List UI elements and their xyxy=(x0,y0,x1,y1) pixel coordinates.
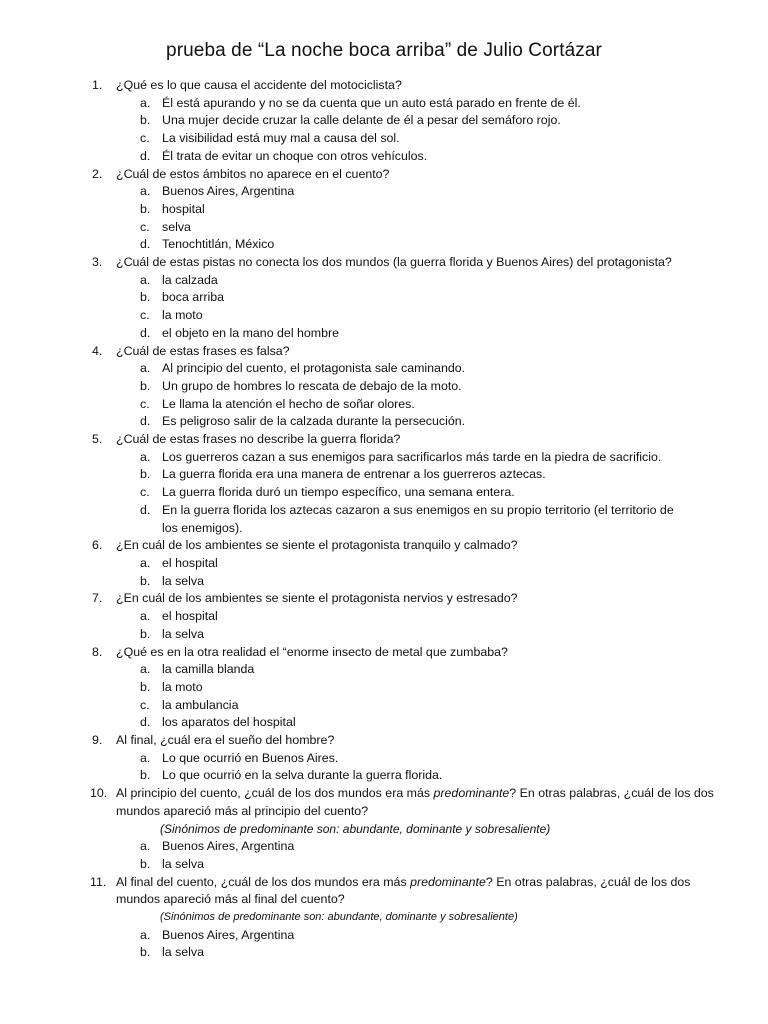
option-letter: a. xyxy=(140,839,151,854)
option-item xyxy=(0,502,726,537)
option-text: La visibilidad está muy mal a causa del sol. xyxy=(162,131,400,146)
option-letter: b. xyxy=(140,768,151,783)
question-text-emphasis: predominante xyxy=(433,786,510,801)
question-text-end: ? En otras palabras, ¿cuál de los dos mundos apareció más al principio del cuento? xyxy=(116,786,714,818)
option-letter: c. xyxy=(140,697,150,712)
page-title: prueba de “La noche boca arriba” de Julio Cortázar xyxy=(166,40,602,61)
option-text: Tenochtitlán, México xyxy=(162,237,275,252)
option-text: Al principio del cuento, el protagonista sale caminando. xyxy=(162,361,466,376)
option-text: Buenos Aires, Argentina xyxy=(162,927,295,942)
option-text: La guerra florida era una manera de entrenar a los guerreros aztecas. xyxy=(162,467,546,482)
option-text: hospital xyxy=(162,201,205,216)
question-11 xyxy=(0,874,768,963)
option-item xyxy=(0,484,726,502)
question-3 xyxy=(0,254,768,343)
option-text: Él está apurando y no se da cuenta que un auto está parado en frente de él. xyxy=(162,95,581,110)
option-letter: b. xyxy=(140,679,151,694)
option-letter: c. xyxy=(140,308,150,323)
synonyms-note: (Sinónimos de predominante son: abundante, dominante y sobresaliente) xyxy=(160,821,551,836)
option-list xyxy=(116,608,726,643)
question-text: ¿Cuál de estas pistas no conecta los dos mundos (la guerra florida y Buenos Aires) del protagonista? xyxy=(116,255,672,270)
question-10 xyxy=(0,785,768,874)
option-item xyxy=(0,679,726,697)
option-letter: b. xyxy=(140,626,151,641)
option-item xyxy=(0,95,726,113)
question-7 xyxy=(0,590,768,643)
question-text: ¿Cuál de estos ámbitos no aparece en el cuento? xyxy=(116,166,390,181)
option-text: el hospital xyxy=(162,555,218,570)
option-letter: b. xyxy=(140,113,151,128)
question-9 xyxy=(0,732,768,785)
option-item xyxy=(0,272,726,290)
option-text: la selva xyxy=(162,856,205,871)
question-text: Al final, ¿cuál era el sueño del hombre? xyxy=(116,733,335,748)
option-text: Un grupo de hombres lo rescata de debajo de la moto. xyxy=(162,378,462,393)
question-number: 9. xyxy=(92,733,103,748)
option-item xyxy=(0,555,726,573)
option-letter: d. xyxy=(140,502,151,517)
question-number: 4. xyxy=(92,343,103,358)
option-text: boca arriba xyxy=(162,290,224,305)
option-letter: c. xyxy=(140,219,150,234)
option-item xyxy=(0,413,726,431)
option-letter: b. xyxy=(140,201,151,216)
option-text: la calzada xyxy=(162,272,218,287)
question-8 xyxy=(0,644,768,733)
question-6 xyxy=(0,537,768,590)
option-letter: d. xyxy=(140,715,151,730)
option-list xyxy=(116,360,726,431)
question-text-emphasis: predominante xyxy=(410,874,486,889)
option-item xyxy=(0,927,726,945)
option-letter: d. xyxy=(140,325,151,340)
option-text: la moto xyxy=(162,308,203,323)
question-text: ¿Qué es lo que causa el accidente del motociclista? xyxy=(116,78,402,92)
option-item xyxy=(0,944,726,962)
option-letter: a. xyxy=(140,184,151,199)
option-letter: a. xyxy=(140,750,151,765)
question-1 xyxy=(0,77,768,166)
option-text: Le llama la atención el hecho de soñar olores. xyxy=(162,396,415,411)
option-item xyxy=(0,360,726,378)
option-item xyxy=(0,697,726,715)
option-list xyxy=(116,95,726,166)
option-item xyxy=(0,573,726,591)
question-text-end: ? En otras palabras, ¿cuál de los dos mundos apareció más al final del cuento? xyxy=(116,874,691,907)
option-item xyxy=(0,307,726,325)
option-letter: b. xyxy=(140,467,151,482)
option-letter: b. xyxy=(140,378,151,393)
option-item xyxy=(0,466,726,484)
question-number: 5. xyxy=(92,432,103,447)
option-list xyxy=(116,661,726,732)
question-number: 2. xyxy=(92,166,103,181)
option-text: la moto xyxy=(162,679,203,694)
option-letter: a. xyxy=(140,95,151,110)
option-text: la selva xyxy=(162,573,205,588)
option-list xyxy=(116,183,726,254)
option-item xyxy=(0,714,726,732)
option-item xyxy=(0,626,726,644)
option-item xyxy=(0,236,726,254)
option-item xyxy=(0,219,726,237)
option-item xyxy=(0,608,726,626)
option-item xyxy=(0,112,726,130)
option-text: Buenos Aires, Argentina xyxy=(162,839,295,854)
option-item xyxy=(0,856,726,874)
synonyms-note: (Sinónimos de predominante son: abundante, dominante y sobresaliente) xyxy=(160,911,518,924)
option-list xyxy=(116,272,726,343)
option-text: Lo que ocurrió en Buenos Aires. xyxy=(162,750,339,765)
option-letter: a. xyxy=(140,555,151,570)
option-text: La guerra florida duró un tiempo específico, una semana entera. xyxy=(162,485,515,500)
option-list xyxy=(116,750,726,785)
option-text: la camilla blanda xyxy=(162,662,255,677)
option-text: Los guerreros cazan a sus enemigos para sacrificarlos más tarde en la piedra de sacrificio. xyxy=(162,449,662,464)
numbered-questions xyxy=(0,77,768,785)
option-list xyxy=(116,927,726,962)
option-text: la selva xyxy=(162,626,205,641)
option-letter: d. xyxy=(140,148,151,163)
option-text: la selva xyxy=(162,945,205,960)
option-letter: a. xyxy=(140,449,151,464)
option-text: el hospital xyxy=(162,609,218,624)
question-number: 6. xyxy=(92,538,103,553)
question-2 xyxy=(0,166,768,255)
option-list xyxy=(116,838,726,873)
option-letter: a. xyxy=(140,361,151,376)
option-text: Es peligroso salir de la calzada durante la persecución. xyxy=(162,414,466,429)
option-item xyxy=(0,130,726,148)
option-letter: d. xyxy=(140,237,151,252)
option-text: el objeto en la mano del hombre xyxy=(162,325,340,340)
option-item xyxy=(0,750,726,768)
question-text: ¿En cuál de los ambientes se siente el protagonista tranquilo y calmado? xyxy=(116,538,518,553)
option-letter: a. xyxy=(140,272,151,287)
option-letter: a. xyxy=(140,609,151,624)
question-4 xyxy=(0,343,768,432)
question-number: 10. xyxy=(90,786,108,801)
question-text: ¿Cuál de estas frases es falsa? xyxy=(116,343,290,358)
question-text: ¿En cuál de los ambientes se siente el protagonista nervios y estresado? xyxy=(116,591,518,606)
question-number: 8. xyxy=(92,644,103,659)
question-number: 3. xyxy=(92,255,103,270)
option-text: la ambulancia xyxy=(162,697,239,712)
option-item xyxy=(0,378,726,396)
option-item xyxy=(0,289,726,307)
option-letter: c. xyxy=(140,396,150,411)
option-text: Buenos Aires, Argentina xyxy=(162,184,295,199)
option-item xyxy=(0,325,726,343)
option-letter: c. xyxy=(140,485,150,500)
option-list xyxy=(116,449,726,538)
question-list xyxy=(0,77,768,962)
question-number: 11. xyxy=(90,874,107,889)
option-letter: a. xyxy=(140,662,151,677)
option-letter: d. xyxy=(140,414,151,429)
question-text-start: Al principio del cuento, ¿cuál de los dos mundos era más xyxy=(116,786,434,801)
option-item xyxy=(0,838,726,856)
question-text: ¿Qué es en la otra realidad el “enorme insecto de metal que zumbaba? xyxy=(116,644,508,659)
option-text: En la guerra florida los aztecas cazaron a sus enemigos en su propio territorio (el territorio de los enemigos). xyxy=(162,502,674,535)
question-5 xyxy=(0,431,768,537)
option-item xyxy=(0,449,726,467)
option-letter: a. xyxy=(140,927,151,942)
option-text: los aparatos del hospital xyxy=(162,715,296,730)
option-letter: c. xyxy=(140,131,150,146)
question-text-start: Al final del cuento, ¿cuál de los dos mundos era más xyxy=(116,874,411,889)
option-list xyxy=(116,555,726,590)
option-item xyxy=(0,183,726,201)
option-text: Lo que ocurrió en la selva durante la guerra florida. xyxy=(162,768,443,783)
question-number: 7. xyxy=(92,591,103,606)
option-letter: b. xyxy=(140,290,151,305)
option-text: Él trata de evitar un choque con otros vehículos. xyxy=(162,148,428,163)
option-item xyxy=(0,201,726,219)
option-letter: b. xyxy=(140,945,151,960)
option-item xyxy=(0,396,726,414)
option-item xyxy=(0,148,726,166)
question-number: 1. xyxy=(92,78,103,92)
option-text: Una mujer decide cruzar la calle delante de él a pesar del semáforo rojo. xyxy=(162,113,561,128)
option-letter: b. xyxy=(140,856,151,871)
question-text: ¿Cuál de estas frases no describe la guerra florida? xyxy=(116,432,401,447)
option-item xyxy=(0,661,726,679)
option-item xyxy=(0,767,726,785)
option-text: selva xyxy=(162,219,191,234)
option-letter: b. xyxy=(140,573,151,588)
